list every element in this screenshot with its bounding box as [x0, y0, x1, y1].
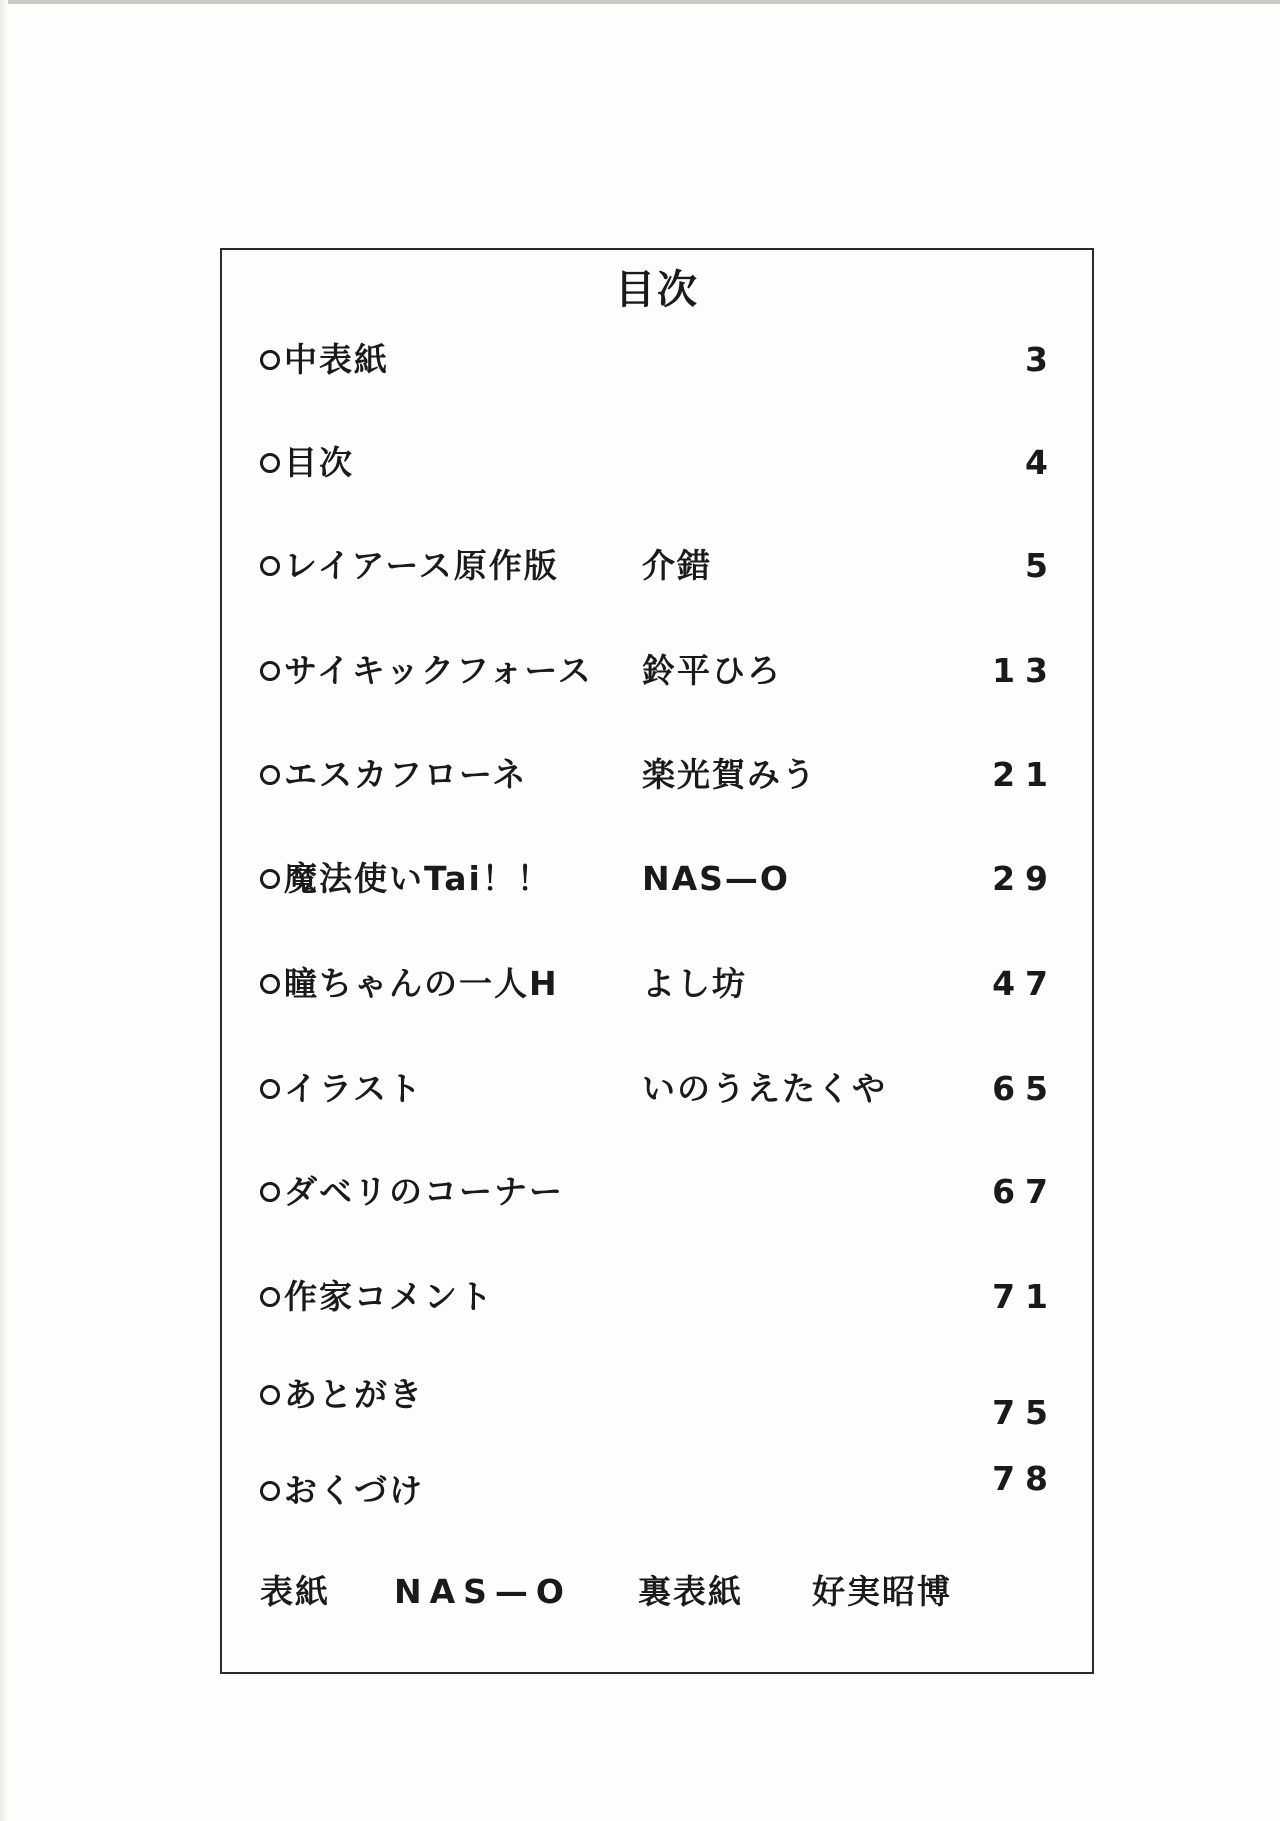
- entry-title: ダベリのコーナー: [284, 1172, 564, 1211]
- circle-bullet-icon: [260, 974, 280, 994]
- back-cover-label: 裏表紙: [638, 1572, 743, 1611]
- entry-author: 介錯: [642, 546, 712, 585]
- back-cover-artist: 好実昭博: [812, 1572, 952, 1611]
- circle-bullet-icon: [260, 661, 280, 681]
- entry-author: いのうえたくや: [642, 1069, 887, 1108]
- toc-entry: [222, 1459, 1092, 1521]
- entry-title: 中表紙: [284, 340, 389, 379]
- toc-entry: [222, 1069, 1092, 1119]
- circle-bullet-icon: [260, 765, 280, 785]
- entry-title: サイキックフォース: [284, 651, 593, 690]
- cover-artist: NAS—O: [394, 1572, 572, 1611]
- toc-entry: [222, 859, 1092, 909]
- entry-author: 楽光賀みう: [642, 755, 817, 794]
- toc-entry: [222, 651, 1092, 701]
- entry-page-number: 3: [1025, 340, 1058, 379]
- toc-entry: [222, 340, 1092, 390]
- entry-title: おくづけ: [284, 1471, 424, 1510]
- circle-bullet-icon: [260, 869, 280, 889]
- entry-page-number: 29: [992, 859, 1058, 898]
- table-of-contents: [220, 248, 1094, 1674]
- entry-title: 目次: [284, 443, 354, 482]
- entry-author: 鈴平ひろ: [642, 651, 782, 690]
- toc-entry: [222, 1277, 1092, 1327]
- circle-bullet-icon: [260, 1385, 280, 1405]
- entry-author: NAS—O: [642, 859, 790, 898]
- entry-page-number: 4: [1025, 443, 1058, 482]
- entry-page-number: 21: [992, 755, 1058, 794]
- entry-page-number: 13: [992, 651, 1058, 690]
- entry-title: 魔法使いTai！！: [284, 859, 552, 898]
- entry-title: あとがき: [284, 1375, 424, 1414]
- entry-title: イラスト: [284, 1069, 424, 1108]
- entry-page-number: 75: [992, 1393, 1058, 1432]
- toc-entry: [222, 443, 1092, 493]
- cover-credits: [222, 1572, 1092, 1622]
- entry-title: 瞳ちゃんの一人H: [284, 964, 559, 1003]
- circle-bullet-icon: [260, 350, 280, 370]
- page-top-edge: [0, 0, 1280, 4]
- entry-title: レイアース原作版: [284, 546, 559, 585]
- entry-page-number: 65: [992, 1069, 1058, 1108]
- toc-entry: [222, 964, 1092, 1014]
- toc-entry: [222, 546, 1092, 596]
- circle-bullet-icon: [260, 556, 280, 576]
- circle-bullet-icon: [260, 1079, 280, 1099]
- toc-entry: [222, 755, 1092, 805]
- entry-title: エスカフローネ: [284, 755, 528, 794]
- circle-bullet-icon: [260, 1481, 280, 1501]
- entry-page-number: 71: [992, 1277, 1058, 1316]
- circle-bullet-icon: [260, 453, 280, 473]
- entry-page-number: 5: [1025, 546, 1058, 585]
- entry-title: 作家コメント: [284, 1277, 494, 1316]
- toc-entry: [222, 1375, 1092, 1432]
- entry-page-number: 47: [992, 964, 1058, 1003]
- entry-author: よし坊: [642, 964, 747, 1003]
- page-left-edge: [0, 0, 8, 1821]
- entry-page-number: 78: [992, 1459, 1058, 1498]
- circle-bullet-icon: [260, 1182, 280, 1202]
- toc-title: 目次: [615, 267, 699, 313]
- entry-page-number: 67: [992, 1172, 1058, 1211]
- cover-label: 表紙: [260, 1572, 330, 1611]
- circle-bullet-icon: [260, 1287, 280, 1307]
- toc-entry: [222, 1172, 1092, 1222]
